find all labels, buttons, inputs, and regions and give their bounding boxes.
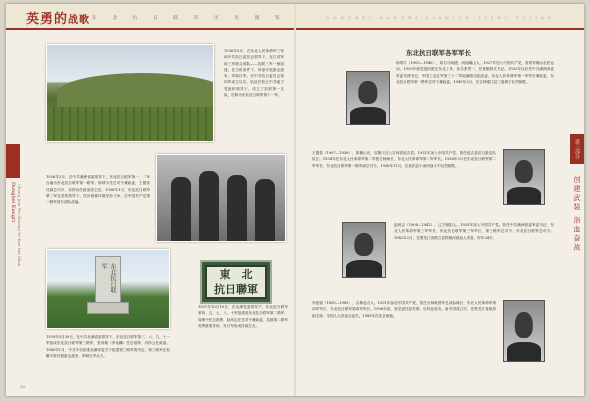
right-chapter-tab: 第三部分: [570, 134, 584, 164]
bio-3: 赵尚志（1908—1942），辽宁朝阳人。1925年加入中国共产党。曾任中共满洲省委军委书记、东北人民革命军第三军军长、东北抗日联军第三军军长、第三路军总司令、东北抗日联军总司令。1942年2月，在黑龙江省鹤立县梧桐河被敌人杀害，时年34岁。: [394, 223, 554, 240]
memorial-stone-photo: [46, 249, 170, 329]
bio-4: 李延禄（1895—1985），吉林延吉人。1931年参加中国共产党，曾任吉林救国军总部参谋长、东北人民革命军第四军军长、东北抗日联军第四军军长。1936年底，受党委托赴苏联、后转赴延安。新中国成立后，任黑龙江省政府副主席、全国人大常委会委员。1985年在北京病逝。: [312, 301, 496, 318]
memorial-base: [87, 302, 129, 314]
portrait-li-yanlu: [503, 300, 545, 362]
portrait-wang-detai: [503, 149, 545, 205]
left-text-block-2: 1936年2月，在中共满洲省委领导下，东北抗日联军第一、二军合编为东北抗日联军第一路军。杨靖宇任总司令兼政委，王德泰任副总司令，宋铁岩任政治部主任。1938年1月，东北抗日联军第二军在党的领导下，经历艰难环境坚持斗争，后中国共产党第一路军部分部队改编。: [46, 175, 150, 205]
bio-2: 王德泰（1907—1936），原籍山东，后随父迁入吉林省延吉县。1931年加入中国共产党，曾任延吉县抗日游击队队长。1934年任东北人民革命军第二军独立师师长，东北人民革命军第二军军长。1936年3月任东北抗日联军第二军军长、东北抗日联军第一路军副总司令。1936年11月，在抚松县小汤河战斗中壮烈牺牲。: [312, 151, 496, 168]
soldier-figure: [227, 175, 247, 241]
portrait-head: [515, 160, 533, 184]
right-page-title: 东北抗日联军各军军长: [406, 49, 471, 57]
soldier-figure: [171, 177, 191, 241]
right-side-title: 创建武装 浴血奋战: [573, 176, 581, 253]
left-text-block-1: 1936年5月，在东北人民革命军三军和中共抗日委员会领导下，在江省军和三军联合部队——抗联三军一师组建。在当时条件下，该部开展游击战争，牵制日军。后中共抗日委员会第四军成立以后，队伍在松辽中共地下党组织领导下，成立了抗联第一支队，后称为东北抗日联军第十一军。: [224, 49, 284, 98]
portrait-zhao-shangzhi: [342, 222, 386, 278]
portrait-yang-jingyu: [346, 71, 390, 125]
book-logo: 英勇的战歌: [26, 12, 91, 27]
portrait-body: [507, 342, 541, 361]
memorial-stone: 东北抗日联军: [95, 256, 121, 304]
book-spread: [6, 4, 584, 396]
portrait-body: [507, 187, 541, 204]
landscape-photo: [46, 44, 214, 142]
left-side-subtitle: Chong Jian Wu Zhuang Yu Kan Yan Zhan: [17, 184, 22, 267]
page-number: 50: [20, 384, 26, 389]
soldier-figure: [255, 179, 275, 241]
soldier-figure: [199, 171, 219, 241]
soldiers-group-photo: [156, 154, 286, 242]
book-gutter: [294, 4, 296, 396]
seal-text: 東 北 抗日聯軍: [205, 265, 267, 299]
left-chapter-tab: [6, 144, 20, 178]
left-text-block-4: 1939年5月30日，在中共北满省委领导下，东北抗日联军第三、六、九、十一军组成东北抗日联军第三路军，张寿篯（李兆麟）任总指挥，冯仲云任政委。1940年1月，中共中央批准北满省委关于组建第三路军的决定，第三路军在松嫩平原开展游击战争，牵制日军兵力。: [46, 335, 170, 358]
portrait-body: [346, 260, 381, 277]
header-english: DONGBEI KANGRI LIANJUN LISHI TUJIAN: [326, 15, 556, 20]
portrait-head: [515, 312, 533, 338]
field-shape: [47, 107, 214, 142]
portrait-head: [354, 233, 373, 257]
portrait-body: [350, 107, 385, 124]
portrait-head: [358, 81, 377, 104]
bio-1: 杨靖宇（1905—1940），原名马尚德，河南确山人。1927年加入中国共产党，曾领导确山农民运动。1929年被党组织派往东北工作，化名张贯一，任抚顺特支书记。1932年以后任中共满洲省委军委代理书记、中国工农红军第三十二军南满游击队政委、东北人民革命军第一军军长兼政委、东北抗日联军第一路军总司令兼政委。1940年2月，在吉林濛江县三道崴子壮烈牺牲。: [396, 61, 554, 84]
army-seal-emblem: [200, 260, 272, 304]
left-side-title: Dongbei Kangri: [10, 182, 16, 222]
left-text-block-3: 1937年10月10日，在北满党委领导下，东北抗日联军第四、五、七、八、十军组建成东北抗日联军第二路军，周保中任总指挥，赵尚志任总司令兼政委，抗联第二路军发挥重要作用，对日军形成持续打击。: [198, 305, 288, 328]
header-subtitle: 东 北 抗 日 联 军 历 史 图 鉴: [92, 16, 287, 21]
